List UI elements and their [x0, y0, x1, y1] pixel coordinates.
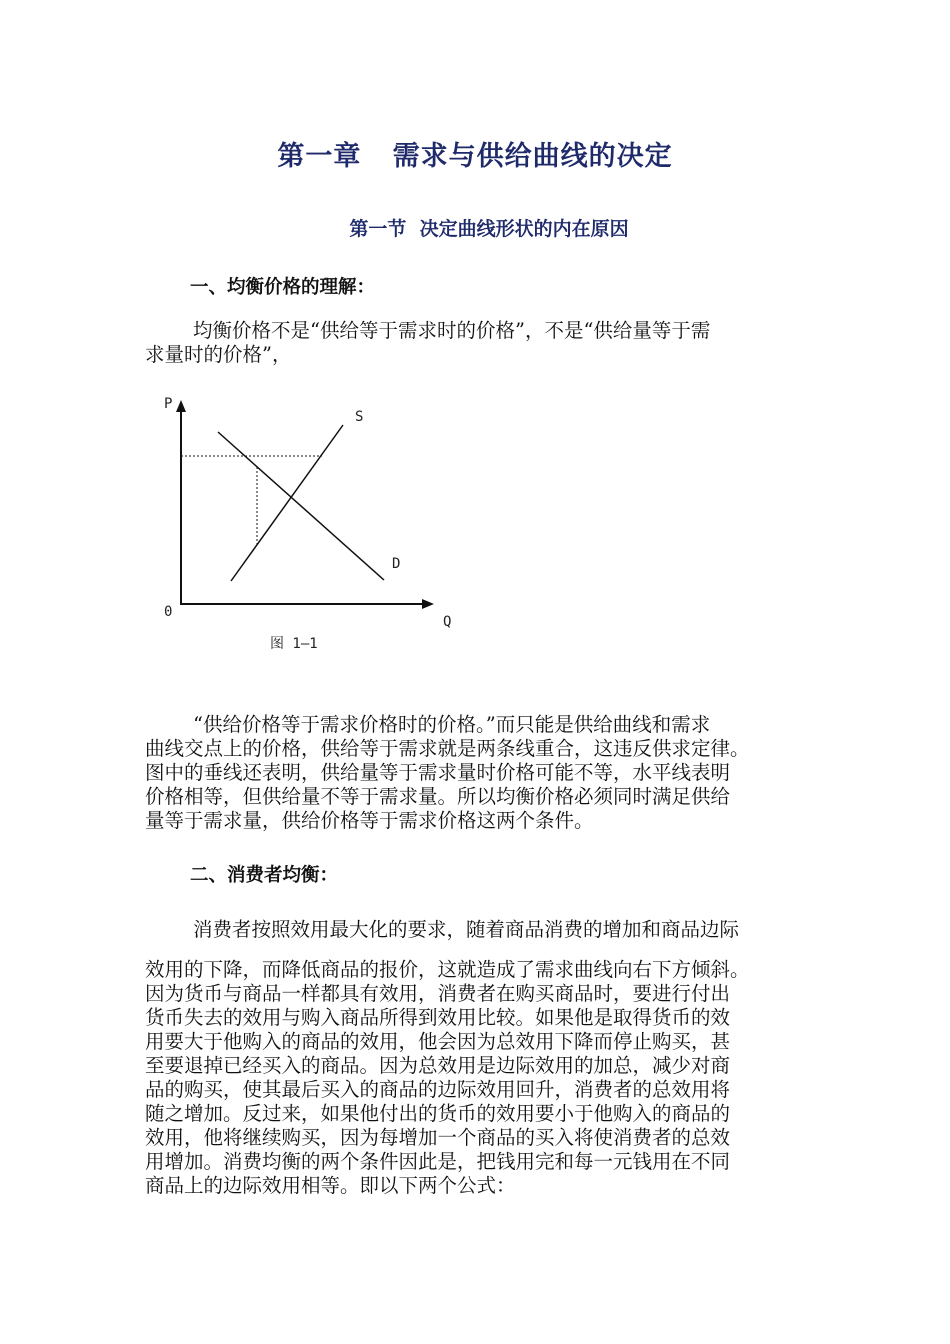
text-line: 货币失去的效用与购入商品所得到效用比较。如果他是取得货币的效: [145, 1006, 731, 1029]
supply-curve: [231, 425, 343, 581]
text-line: 品的购买，使其最后买入的商品的边际效用回升，消费者的总效用将: [145, 1078, 731, 1101]
text-line: 均衡价格不是“供给等于需求时的价格”，不是“供给量等于需: [193, 319, 711, 342]
y-axis-arrow: [176, 400, 186, 412]
text-line: 消费者按照效用最大化的要求，随着商品消费的增加和商品边际: [193, 918, 740, 941]
axis-label-p: P: [164, 396, 173, 412]
paragraph-equilibrium-intro: [145, 319, 805, 367]
axis-label-q: Q: [443, 614, 452, 630]
text-line: 效用，他将继续购买，因为每增加一个商品的买入将使消费者的总效: [145, 1126, 731, 1149]
text-line: 因为货币与商品一样都具有效用，消费者在购买商品时，要进行付出: [145, 982, 731, 1005]
paragraph-consumer-first-line: [145, 918, 805, 942]
heading-consumer-equilibrium: 二、消费者均衡：: [190, 865, 339, 886]
text-line: 至要退掉已经买入的商品。因为总效用是边际效用的加总，减少对商: [145, 1054, 731, 1077]
text-line: 图中的垂线还表明，供给量等于需求量时价格可能不等，水平线表明: [145, 761, 731, 784]
origin-label: 0: [164, 604, 173, 620]
supply-demand-figure: [150, 390, 470, 660]
paragraph-consumer-equilibrium: [145, 958, 805, 1198]
demand-label: D: [392, 556, 401, 572]
demand-curve: [218, 432, 384, 580]
supply-label: S: [355, 409, 364, 425]
text-line: 随之增加。反过来，如果他付出的货币的效用要小于他购入的商品的: [145, 1102, 731, 1125]
chapter-title: 第一章 需求与供给曲线的决定: [277, 141, 673, 172]
text-line: 求量时的价格”，: [145, 343, 292, 366]
paragraph-equilibrium-explanation: [145, 713, 805, 833]
text-line: 曲线交点上的价格，供给等于需求就是两条线重合，这违反供求定律。: [145, 737, 750, 760]
text-line: 用要大于他购入的商品的效用，他会因为总效用下降而停止购买，甚: [145, 1030, 731, 1053]
x-axis-arrow: [422, 599, 434, 609]
text-line: 商品上的边际效用相等。即以下两个公式：: [145, 1174, 516, 1197]
text-line: 价格相等，但供给量不等于需求量。所以均衡价格必须同时满足供给: [145, 785, 731, 808]
text-line: 量等于需求量，供给价格等于需求价格这两个条件。: [145, 809, 594, 832]
section-title: 第一节 决定曲线形状的内在原因: [349, 218, 629, 240]
text-line: 用增加。消费均衡的两个条件因此是，把钱用完和每一元钱用在不同: [145, 1150, 731, 1173]
text-line: 效用的下降，而降低商品的报价，这就造成了需求曲线向右下方倾斜。: [145, 958, 750, 981]
text-line: “供给价格等于需求价格时的价格。”而只能是供给曲线和需求: [193, 713, 711, 736]
figure-caption: 图 1—1: [270, 636, 318, 652]
heading-equilibrium-price: 一、均衡价格的理解：: [190, 277, 376, 298]
